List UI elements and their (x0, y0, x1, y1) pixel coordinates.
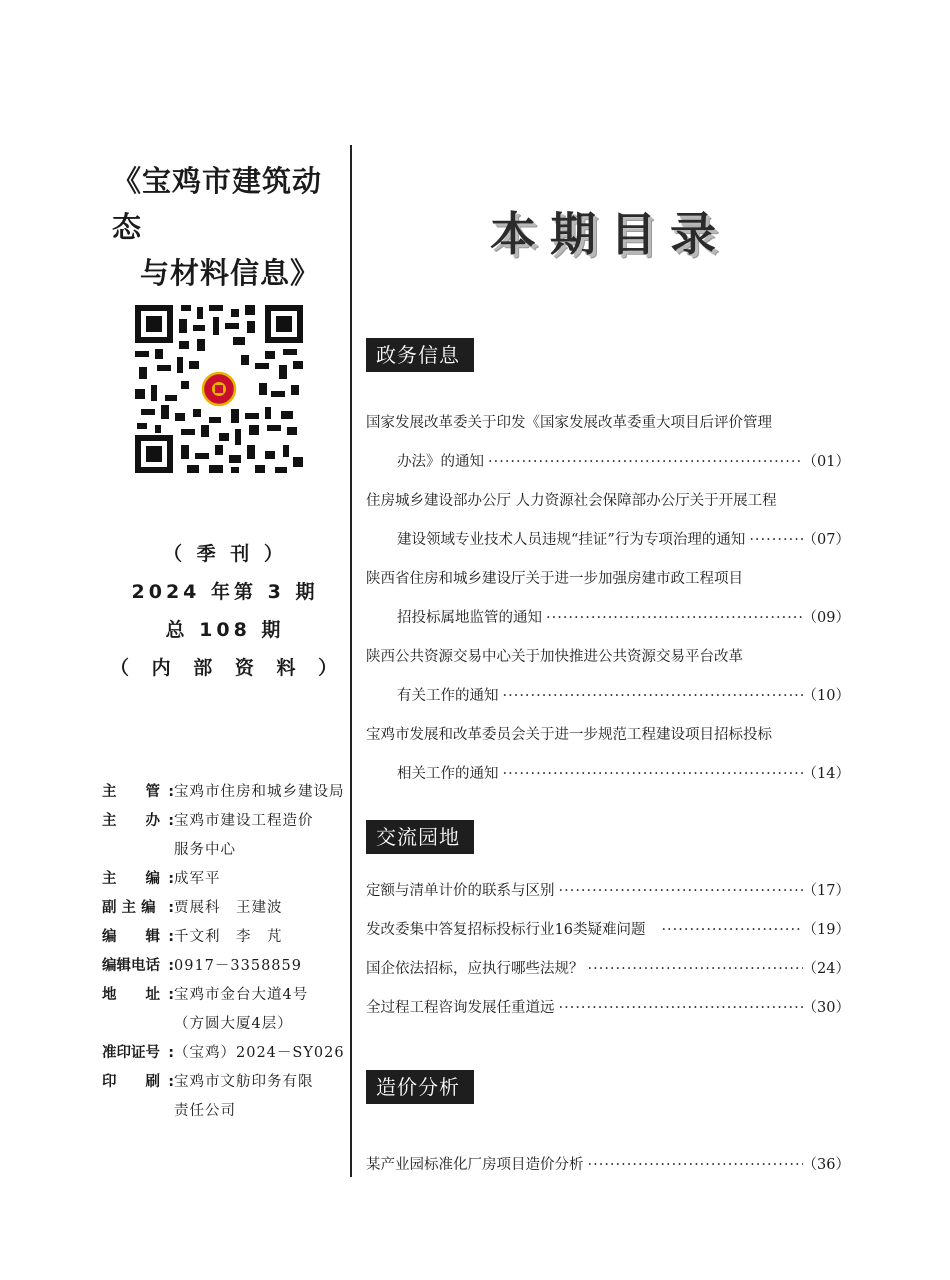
imprint-value-continuation: 服务中心 (174, 842, 236, 858)
toc-entry-title: 国家发展改革委关于印发《国家发展改革委重大项目后评价管理 (366, 415, 772, 431)
toc-entry[interactable] (366, 560, 850, 638)
column-divider (350, 145, 352, 1177)
leader-dots (555, 872, 803, 911)
imprint-label: 准印证号 : (102, 1045, 174, 1061)
imprint-row-sponsor (102, 807, 352, 836)
imprint-label: 编 辑 : (102, 929, 174, 945)
imprint-label: 主 办 : (102, 813, 174, 829)
imprint-label: 副 主 编 : (102, 900, 174, 916)
toc-entry[interactable] (366, 1146, 850, 1185)
toc-entry[interactable] (366, 404, 850, 482)
toc-entry-title: 全过程工程咨询发展任重道远 (366, 1000, 555, 1016)
toc-page-number: （10） (802, 688, 850, 704)
section-heading-government-affairs: 政务信息 (366, 338, 474, 372)
leader-dots (499, 755, 803, 794)
imprint-row-phone (102, 952, 352, 981)
imprint-label: 主 编 : (102, 871, 174, 887)
imprint-value-continuation: （方圆大厦4层） (174, 1016, 293, 1032)
qr-code (135, 305, 303, 473)
imprint-row-deputy-editor (102, 894, 352, 923)
toc-page-number: （01） (802, 454, 850, 470)
leader-dots (745, 521, 802, 560)
imprint-label: 主 管 : (102, 784, 174, 800)
section-heading-exchange-corner: 交流园地 (366, 820, 474, 854)
frequency-label: （ 季 刊 ） (163, 543, 287, 565)
imprint-value: 0917－3358859 (174, 958, 302, 974)
toc-entry-title-continuation: 建设领域专业技术人员违规“挂证”行为专项治理的通知 (397, 532, 746, 548)
leader-dots (542, 599, 803, 638)
toc-entry[interactable] (366, 482, 850, 560)
toc-entry-title: 陕西公共资源交易中心关于加快推进公共资源交易平台改革 (366, 649, 743, 665)
total-issue-number: 总 108 期 (165, 619, 285, 641)
toc-page-number: （19） (802, 922, 850, 938)
toc-entry-title: 定额与清单计价的联系与区别 (366, 883, 555, 899)
imprint-value: 贾展科 王建波 (174, 900, 283, 916)
imprint-value: （宝鸡）2024－SY026 (174, 1045, 345, 1061)
imprint-row-editors (102, 923, 352, 952)
imprint-label: 编辑电话 : (102, 958, 174, 974)
toc-entry[interactable] (366, 872, 850, 911)
toc-page-number: （24） (802, 961, 850, 977)
imprint-value: 成军平 (174, 871, 221, 887)
toc-page-number: （09） (802, 610, 850, 626)
imprint-value: 宝鸡市金台大道4号 (174, 987, 309, 1003)
imprint-block (102, 778, 352, 1126)
toc-entry-title: 发改委集中答复招标投标行业16类疑难问题 (366, 922, 646, 938)
imprint-row-address (102, 981, 352, 1010)
toc-entry[interactable] (366, 638, 850, 716)
imprint-value: 千文利 李 芃 (174, 929, 283, 945)
section-heading-cost-analysis: 造价分析 (366, 1070, 474, 1104)
imprint-label: 地 址 : (102, 987, 174, 1003)
toc-page-number: （17） (802, 883, 850, 899)
toc-entry-title-continuation: 招投标属地监管的通知 (397, 610, 542, 626)
toc-entry[interactable] (366, 989, 850, 1028)
leader-dots (645, 911, 802, 950)
imprint-value: 宝鸡市住房和城乡建设局 (174, 784, 345, 800)
toc-entry-title: 住房城乡建设部办公厅 人力资源社会保障部办公厅关于开展工程 (366, 493, 777, 509)
toc-page-number: （30） (802, 1000, 850, 1016)
toc-entry-title-continuation: 相关工作的通知 (397, 766, 499, 782)
toc-section-cost-analysis (366, 1146, 850, 1185)
toc-entry-title: 陕西省住房和城乡建设厅关于进一步加强房建市政工程项目 (366, 571, 743, 587)
leader-dots (555, 989, 803, 1028)
issue-info (110, 535, 346, 687)
toc-entry[interactable] (366, 716, 850, 794)
imprint-row-printer (102, 1068, 352, 1097)
imprint-value: 宝鸡市文舫印务有限 (174, 1074, 314, 1090)
contents-heading: 本期目录 (490, 207, 730, 261)
imprint-value-continuation: 责任公司 (174, 1103, 236, 1119)
toc-page-number: （07） (802, 532, 850, 548)
internal-material-note: （ 内 部 资 料 ） (110, 657, 346, 679)
toc-page-number: （14） (802, 766, 850, 782)
imprint-label: 印 刷 : (102, 1074, 174, 1090)
imprint-value: 宝鸡市建设工程造价 (174, 813, 314, 829)
publication-title-line-1: 《宝鸡市建筑动态 (112, 164, 323, 244)
publication-title-line-2: 与材料信息》 (140, 256, 321, 290)
toc-entry-title: 宝鸡市发展和改革委员会关于进一步规范工程建设项目招标投标 (366, 727, 772, 743)
leader-dots (584, 950, 803, 989)
toc-entry-title-continuation: 有关工作的通知 (397, 688, 499, 704)
issue-number: 2024 年第 3 期 (131, 581, 319, 603)
toc-section-government-affairs (366, 404, 850, 794)
leader-dots (484, 443, 803, 482)
imprint-row-permit (102, 1039, 352, 1068)
imprint-row-editor-in-chief (102, 865, 352, 894)
toc-entry-title-continuation: 办法》的通知 (397, 454, 484, 470)
toc-entry[interactable] (366, 950, 850, 989)
toc-section-exchange-corner (366, 872, 850, 1028)
toc-page-number: （36） (802, 1157, 850, 1173)
toc-entry-title: 国企依法招标，应执行哪些法规？ (366, 961, 584, 977)
imprint-row-supervisor (102, 778, 352, 807)
toc-entry-title: 某产业园标准化厂房项目造价分析 (366, 1157, 584, 1173)
leader-dots (499, 677, 803, 716)
publication-title (100, 158, 340, 296)
leader-dots (584, 1146, 803, 1185)
toc-entry[interactable] (366, 911, 850, 950)
